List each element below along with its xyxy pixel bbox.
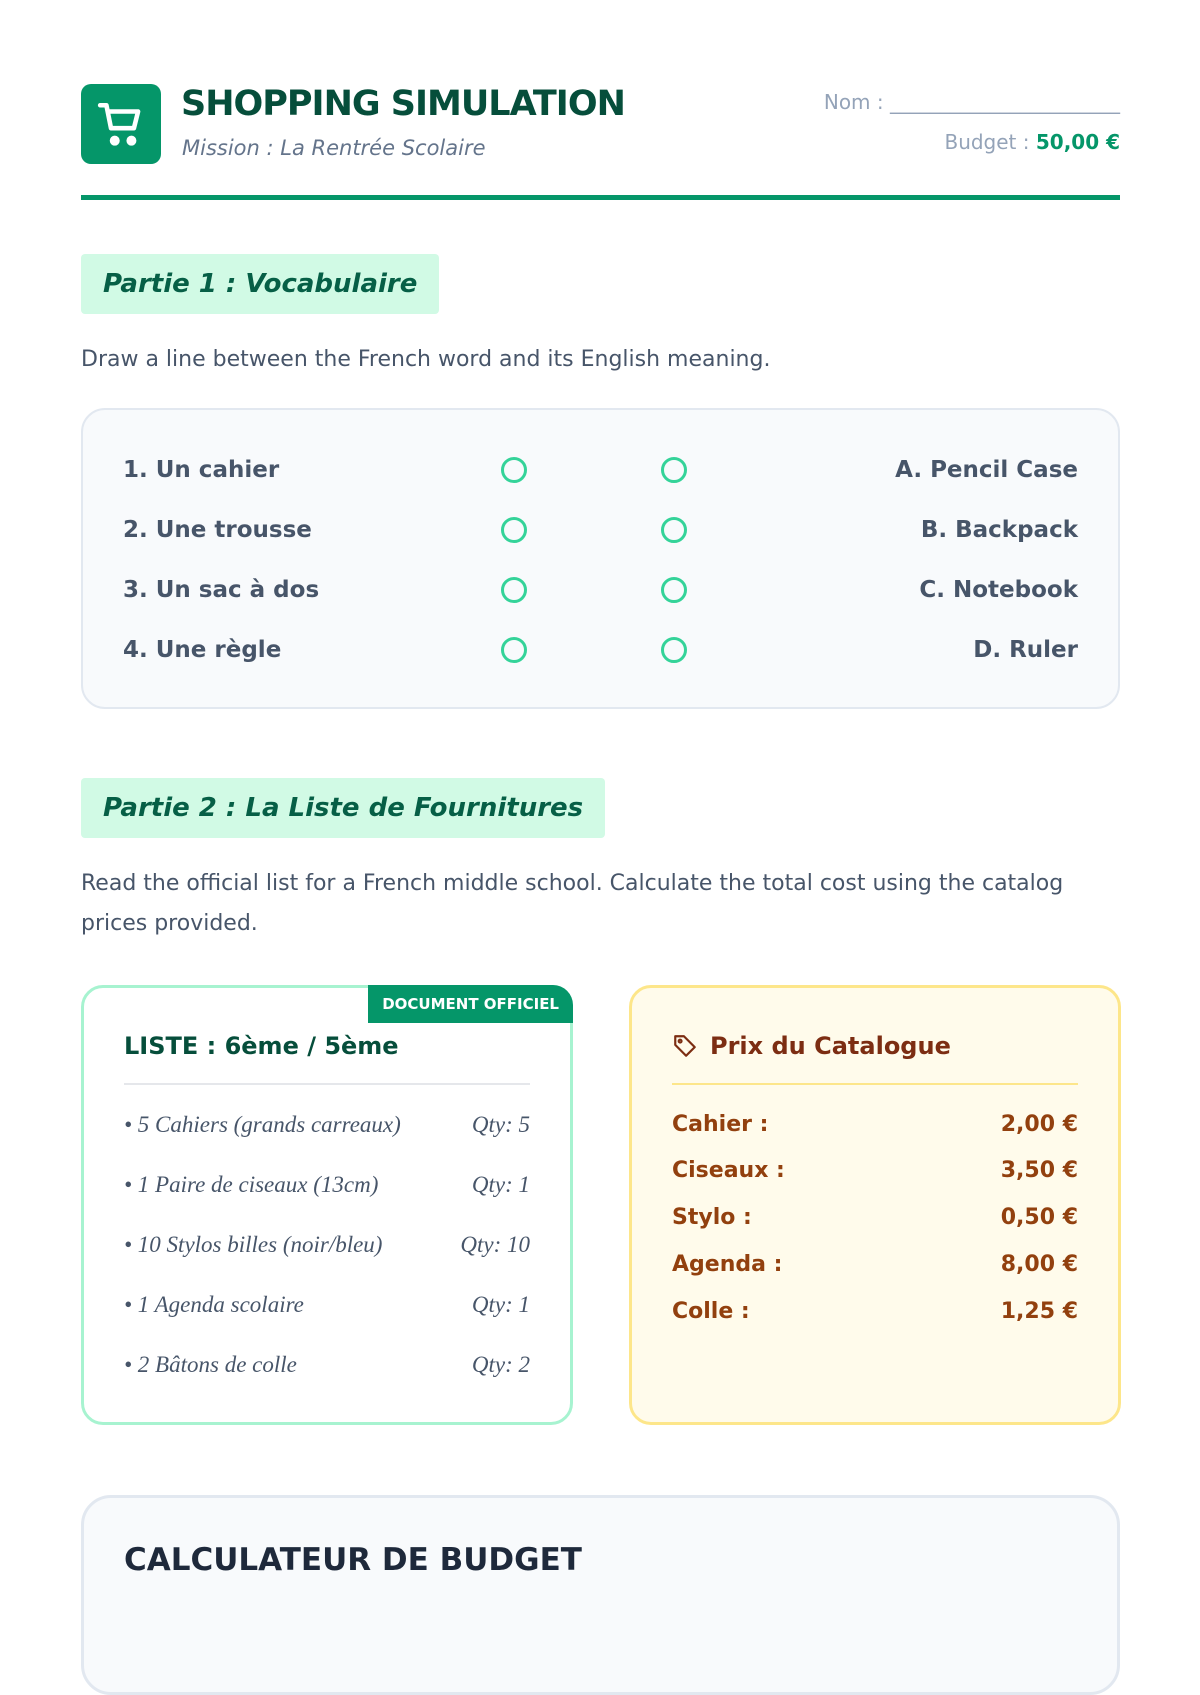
header-divider xyxy=(81,195,1120,200)
list-item xyxy=(124,1232,530,1258)
item-qty: Qty: 2 xyxy=(471,1352,530,1377)
name-field[interactable]: Nom : _______________________ xyxy=(823,90,1120,114)
item-name: • 5 Cahiers (grands carreaux) xyxy=(124,1112,401,1137)
match-row xyxy=(123,450,1078,490)
left-dot[interactable] xyxy=(501,517,527,543)
left-dot[interactable] xyxy=(501,577,527,603)
price-row xyxy=(672,1252,1078,1277)
english-word: C. Notebook xyxy=(919,577,1078,603)
price-value: 3,50 € xyxy=(1000,1158,1078,1183)
budget xyxy=(944,130,1120,154)
price-label: Ciseaux : xyxy=(672,1158,785,1183)
price-value: 2,00 € xyxy=(1000,1112,1078,1137)
item-qty: Qty: 1 xyxy=(471,1292,530,1317)
catalog-header xyxy=(672,1032,951,1060)
catalog-divider xyxy=(672,1083,1078,1085)
right-dot[interactable] xyxy=(661,637,687,663)
item-name: • 1 Paire de ciseaux (13cm) xyxy=(124,1172,379,1197)
match-row xyxy=(123,630,1078,670)
price-value: 0,50 € xyxy=(1000,1205,1078,1230)
matching-exercise xyxy=(81,408,1120,709)
match-row xyxy=(123,510,1078,550)
left-dot[interactable] xyxy=(501,457,527,483)
french-word: 3. Un sac à dos xyxy=(123,577,320,603)
page-title: SHOPPING SIMULATION xyxy=(181,84,625,124)
part2-heading: Partie 2 : La Liste de Fournitures xyxy=(81,778,605,838)
list-item xyxy=(124,1292,530,1318)
list-item xyxy=(124,1352,530,1378)
budget-value: 50,00 € xyxy=(1035,130,1120,154)
cart-logo xyxy=(81,84,161,164)
price-row xyxy=(672,1205,1078,1230)
price-label: Stylo : xyxy=(672,1205,752,1230)
budget-label: Budget : xyxy=(944,130,1030,154)
list-title: LISTE : 6ème / 5ème xyxy=(124,1032,399,1060)
item-qty: Qty: 5 xyxy=(471,1112,530,1137)
catalog-title: Prix du Catalogue xyxy=(710,1032,951,1060)
price-value: 8,00 € xyxy=(1000,1252,1078,1277)
price-label: Colle : xyxy=(672,1299,750,1324)
item-name: • 1 Agenda scolaire xyxy=(124,1292,304,1317)
catalog-card xyxy=(629,985,1121,1425)
price-label: Agenda : xyxy=(672,1252,783,1277)
english-word: B. Backpack xyxy=(920,517,1078,543)
cart-icon xyxy=(96,99,146,149)
item-name: • 2 Bâtons de colle xyxy=(124,1352,297,1377)
price-row xyxy=(672,1299,1078,1324)
list-divider xyxy=(124,1083,530,1085)
price-row xyxy=(672,1112,1078,1137)
tag-icon xyxy=(672,1033,698,1059)
list-item xyxy=(124,1172,530,1198)
french-word: 4. Une règle xyxy=(123,637,282,663)
french-word: 1. Un cahier xyxy=(123,457,280,483)
right-dot[interactable] xyxy=(661,517,687,543)
supply-list-card xyxy=(81,985,573,1425)
item-name: • 10 Stylos billes (noir/bleu) xyxy=(124,1232,383,1257)
english-word: A. Pencil Case xyxy=(895,457,1078,483)
part1-instruction: Draw a line between the French word and its English meaning. xyxy=(81,347,771,372)
list-item xyxy=(124,1112,530,1138)
calculator-title: CALCULATEUR DE BUDGET xyxy=(124,1542,582,1578)
official-badge: DOCUMENT OFFICIEL xyxy=(368,985,573,1023)
part2-instruction: Read the official list for a French middle school. Calculate the total cost using the catalog prices provided. xyxy=(81,871,1064,936)
item-qty: Qty: 10 xyxy=(460,1232,530,1257)
match-row xyxy=(123,570,1078,610)
english-word: D. Ruler xyxy=(973,637,1078,663)
left-dot[interactable] xyxy=(501,637,527,663)
right-dot[interactable] xyxy=(661,577,687,603)
price-row xyxy=(672,1158,1078,1183)
price-label: Cahier : xyxy=(672,1112,769,1137)
french-word: 2. Une trousse xyxy=(123,517,312,543)
page-subtitle: Mission : La Rentrée Scolaire xyxy=(182,136,486,160)
right-dot[interactable] xyxy=(661,457,687,483)
part1-heading: Partie 1 : Vocabulaire xyxy=(81,254,439,314)
price-value: 1,25 € xyxy=(1000,1299,1078,1324)
budget-calculator xyxy=(81,1495,1120,1695)
item-qty: Qty: 1 xyxy=(471,1172,530,1197)
